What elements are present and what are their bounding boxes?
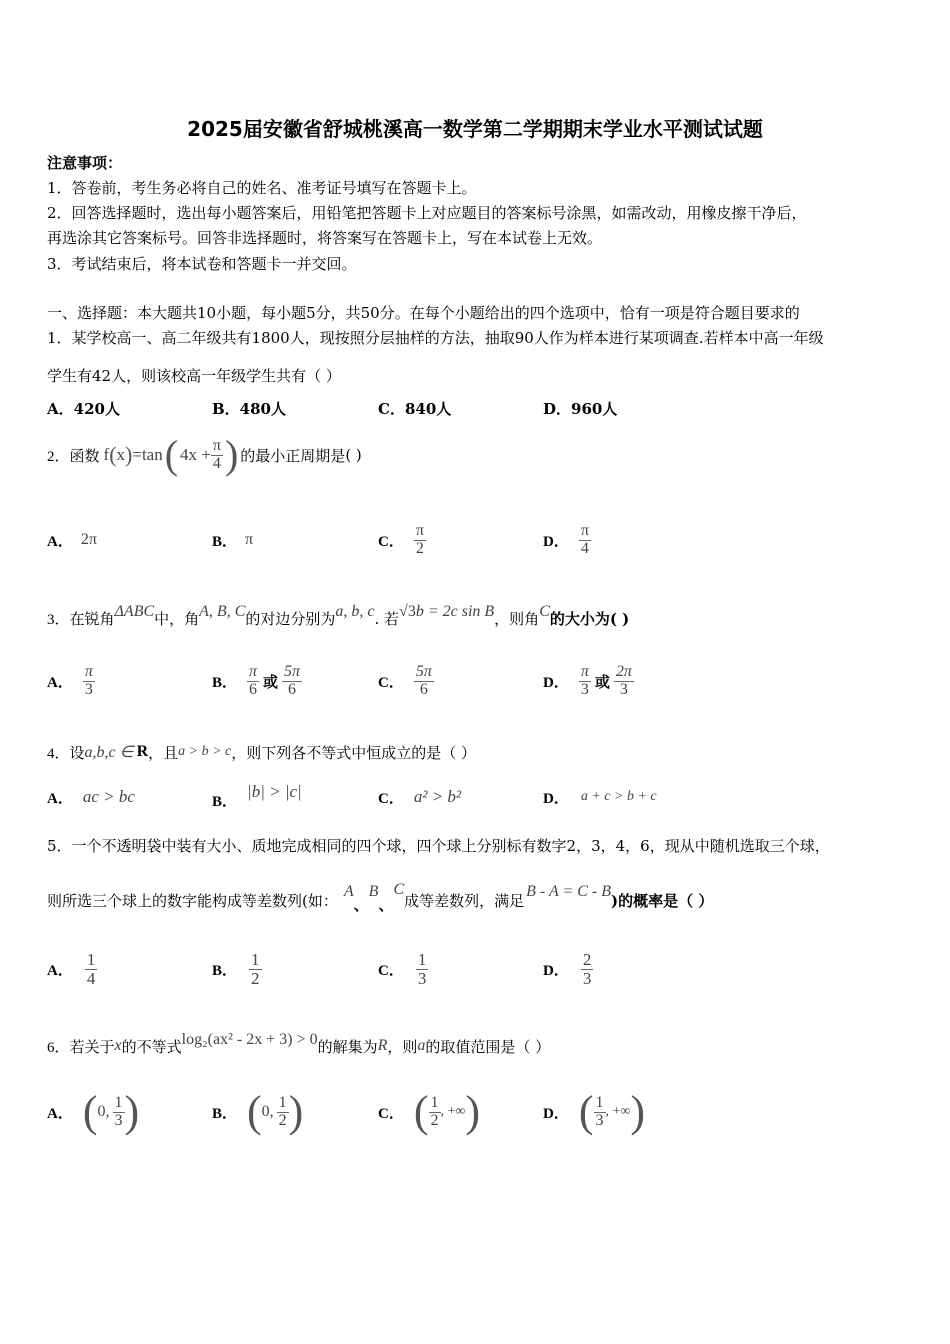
q2-function: f ( x ) =tan ( 4x + $\frac{\pi}{4}$ ) <box>103 432 239 477</box>
q1-stem-line2: 学生有42人，则该校高一年级学生共有（ ） <box>47 367 341 385</box>
q5-option-a: A． $\frac{1}{4}$ <box>47 949 96 988</box>
q2-option-c: C． $\frac{\pi}{2}$ <box>378 521 424 557</box>
q2-option-a: A． 2π <box>47 531 97 550</box>
q6-stem: 6． 若关于 x 的不等式 log₂(ax² - 2x + 3) > 0 的解集为 R ，则 a 的取值范围是（ ） <box>47 1031 551 1056</box>
notice-heading: 注意事项： <box>47 154 123 172</box>
q2-option-b: B． π <box>212 531 254 550</box>
q1-option-d: D．960人 <box>543 400 618 418</box>
q4-real: R <box>136 743 149 760</box>
q2-option-d: D． $\frac{\pi}{4}$ <box>543 521 589 557</box>
q6-option-a: A． ( 0, $\frac{1}{3}$ ) <box>47 1087 140 1136</box>
q5-stem-line2: 则所选三个球上的数字能构成等差数列(如： A 、 B 、 C 成等差数列，满足 B - A = C - B )的概率是（ ） <box>47 881 714 914</box>
page-title: 2025届安徽省舒城桃溪高一数学第二学期期末学业水平测试试题 <box>187 117 763 141</box>
notice-item-1: 1．答卷前，考生务必将自己的姓名、准考证号填写在答题卡上。 <box>47 179 477 197</box>
q4-stem: 4． 设 a,b,c ∈ R ，且 a > b > c ，则下列各不等式中恒成立的是（ ） <box>47 743 477 762</box>
q3-radical: √3 <box>399 603 416 620</box>
q3-angles: A, B, C <box>199 603 246 620</box>
q5-option-b: B． $\frac{1}{2}$ <box>212 949 260 988</box>
q5-stem-line1: 5．一个不透明袋中装有大小、质地完成相同的四个球，四个球上分别标有数字2，3，4，6，现从中随机选取三个球， <box>47 837 830 855</box>
q4-option-a: A． ac > bc <box>47 787 135 807</box>
q6-option-d: D． ( $\frac{1}{3}$ , +∞ ) <box>543 1087 646 1136</box>
q6-option-b: B． ( 0, $\frac{1}{2}$ ) <box>212 1087 304 1136</box>
q3-sides: a, b, c <box>335 603 375 620</box>
q3-option-b: B． $\frac{\pi}{6}$ 或 $\frac{5\pi}{6}$ <box>212 662 301 698</box>
q5-option-d: D． $\frac{2}{3}$ <box>543 949 592 988</box>
q2-stem <box>47 430 362 480</box>
q2-f: f <box>103 445 110 464</box>
q2-blank: ( ) <box>345 446 362 464</box>
q2-arg: 4x + <box>180 445 211 464</box>
q4-set: a,b,c ∈ <box>84 744 134 761</box>
q3-stem: 3． 在锐角 ΔABC 中，角 A, B, C 的对边分别为 a, b, c . 若 √3 b = 2c sin B ，则角 C 的大小为( ) <box>47 603 630 628</box>
q3-option-c: C． $\frac{5\pi}{6}$ <box>378 662 432 698</box>
q5-option-c: C． $\frac{1}{3}$ <box>378 949 427 988</box>
q1-option-c: C．840人 <box>378 400 452 418</box>
q3-angle-c: C <box>539 603 550 620</box>
q2-x: x <box>116 445 126 464</box>
q2-eq: =tan <box>132 445 163 464</box>
q6-inequality: log₂(ax² - 2x + 3) > 0 <box>181 1031 318 1048</box>
q3-option-a: A． $\frac{\pi}{3}$ <box>47 662 93 698</box>
notice-item-3: 3．考试结束后，将本试卷和答题卡一并交回。 <box>47 255 357 273</box>
q4-option-d: D． a + c > b + c <box>543 789 657 807</box>
q4-option-b: B． |b| > |c| <box>212 782 302 810</box>
q4-condition: a > b > c <box>178 744 232 759</box>
q6-option-c: C． ( $\frac{1}{2}$ , +∞ ) <box>378 1087 481 1136</box>
q1-option-b: B．480人 <box>212 400 286 418</box>
q4-option-c: C． a² > b² <box>378 787 462 807</box>
notice-item-2-cont: 再选涂其它答案标号。回答非选择题时，将答案写在答题卡上，写在本试卷上无效。 <box>47 229 603 247</box>
q3-equation: b = 2c sin B <box>415 603 495 620</box>
q2-text-pre: 函数 <box>69 446 100 465</box>
q2-text-post: 的最小正周期是 <box>240 446 346 465</box>
q3-option-d: D． $\frac{\pi}{3}$ 或 $\frac{2\pi}{3}$ <box>543 662 632 698</box>
q1-option-a: A．420人 <box>47 400 120 418</box>
q3-triangle: ΔABC <box>114 603 155 620</box>
q2-frac: $\frac{\pi}{4}$ <box>212 436 221 472</box>
q2-number: 2． <box>47 448 70 465</box>
section-heading: 一、选择题：本大题共10小题，每小题5分，共50分。在每个小题给出的四个选项中，恰有一项是符合题目要求的 <box>47 304 800 322</box>
notice-item-2: 2．回答选择题时，选出每小题答案后，用铅笔把答题卡上对应题目的答案标号涂黑，如需改动，用橡皮擦干净后， <box>47 204 807 222</box>
q1-stem-line1: 1．某学校高一、高二年级共有1800人，现按照分层抽样的方法，抽取90人作为样本进行某项调查.若样本中高一年级 <box>47 329 824 347</box>
